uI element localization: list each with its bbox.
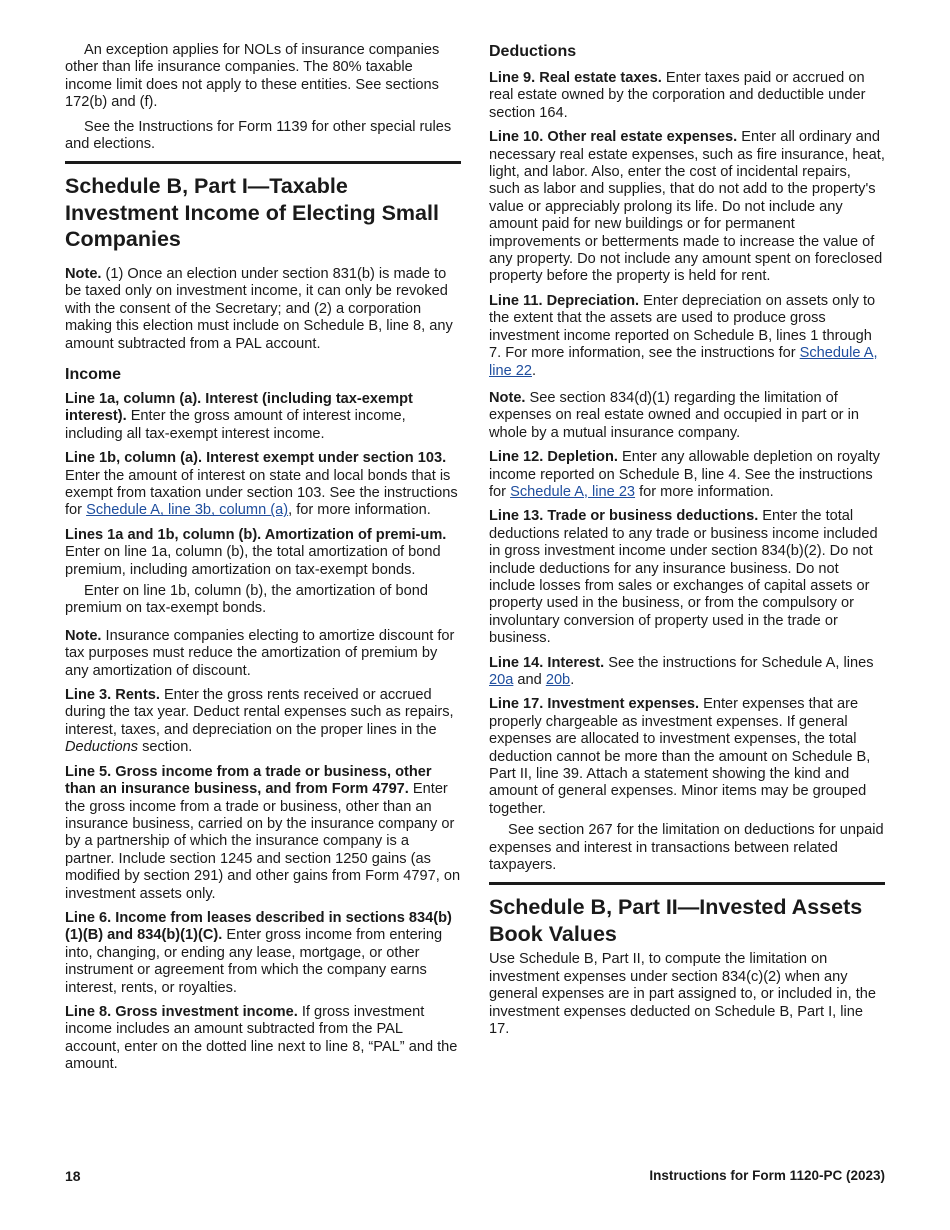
nol-paragraph-1: An exception applies for NOLs of insurance companies other than life insurance companies. The 80% taxable income limit does not apply to these entities. See sections 172(b) and (f). — [65, 42, 440, 111]
page-number: 18 — [65, 1168, 81, 1184]
line-8-text: If gross investment income includes an amount subtracted from the PAL account, enter on the dotted line next to line 8, “PAL” and the amount. — [65, 1003, 458, 1073]
note-text: (1) Once an election under section 831(b) is made to be taxed only on investment income, it can only be revoked with the consent of the Secretary; and (2) a corporation making this election must include on Schedule B, line 8, any amount subtracted from a PAL account. — [65, 265, 453, 352]
line-14-paragraph — [489, 655, 885, 690]
note-text: Insurance companies electing to amortize discount for tax purposes must reduce the amortization of premium by any amortization of discount. — [65, 627, 455, 679]
line-11-label: Line 11. Depreciation. — [489, 292, 640, 309]
line-8-label: Line 8. Gross investment income. — [65, 1003, 298, 1020]
line-6-label: Line 6. Income from leases described in sections 834(b)(1)(B) and 834(b)(1)(C). — [65, 909, 452, 944]
part2-heading: Schedule B, Part II—Invested Assets Book Values — [489, 895, 863, 946]
line-1b-text-end: , for more information. — [288, 502, 431, 519]
amortization-label: Lines 1a and 1b, column (b). Amortization of premi-um. — [65, 526, 447, 543]
line-12-paragraph — [489, 449, 885, 501]
document-title: Instructions for Form 1120-PC (2023) — [649, 1168, 885, 1183]
note-label: Note. — [65, 265, 102, 282]
line-1b-text: Enter the amount of interest on state and local bonds that is exempt from taxation under section 103. See the instructions for — [65, 467, 458, 519]
line-9-paragraph — [489, 70, 885, 122]
link-schedule-a-line-3b[interactable]: Schedule A, line 3b, column (a) — [86, 502, 289, 519]
line-3-text: Enter the gross rents received or accrued during the tax year. Deduct rental expenses such as repairs, interest, taxes, and depreciation on the proper lines in the — [65, 687, 454, 738]
line-14-end: . — [570, 672, 575, 688]
line-3-label: Line 3. Rents. — [65, 687, 160, 704]
line-14-text: See the instructions for Schedule A, lines — [604, 654, 874, 671]
line-8-paragraph — [65, 1004, 461, 1074]
line-9-label: Line 9. Real estate taxes. — [489, 70, 662, 86]
line-14-and: and — [513, 672, 546, 688]
line-13-paragraph — [489, 508, 885, 647]
line-17-label: Line 17. Investment expenses. — [489, 696, 700, 713]
line-6-paragraph — [65, 910, 461, 997]
link-schedule-a-line-23[interactable]: Schedule A, line 23 — [510, 483, 636, 500]
line-11-end: . — [532, 362, 537, 379]
line-12-label: Line 12. Depletion. — [489, 449, 618, 466]
line-5-text: Enter the gross income from a trade or business, other than an insurance business, carried on by the insurance company or by a partnership of which the insurance company is a partner. Include section 1245 and section 1250 gains (as modified by section 291) and other gains from Form 4797, on investment assets only. — [65, 781, 461, 902]
line-1b-label: Line 1b, column (a). Interest exempt under section 103. — [65, 450, 447, 467]
nol-paragraph-2: See the Instructions for Form 1139 for other special rules and elections. — [65, 118, 452, 153]
line-3-paragraph — [65, 687, 461, 757]
note-election — [65, 266, 461, 353]
left-column — [65, 42, 461, 1081]
line-5-label: Line 5. Gross income from a trade or business, other than an insurance business, and from Form 4797. — [65, 763, 432, 798]
line-10-label: Line 10. Other real estate expenses. — [489, 129, 738, 146]
line-1a-text: Enter the gross amount of interest income, including all tax-exempt interest income. — [65, 408, 406, 442]
line-12-text-end: for more information. — [635, 483, 774, 500]
line-17-text: Enter expenses that are properly chargeable as investment expenses. If general expenses are allocated to investment expenses, the total deduction cannot be more than the amount on Schedule B, Part II, line 39. Attach a statement showing the kind and amount of general expenses. Minor items may be grouped together. — [489, 696, 871, 817]
income-heading: Income — [65, 365, 122, 383]
line-17-paragraph — [489, 696, 885, 818]
part1-heading: Schedule B, Part I—Taxable Investment Income of Electing Small Companies — [65, 174, 439, 252]
note-label: Note. — [489, 389, 526, 406]
deductions-italic: Deductions — [65, 739, 139, 756]
part2-paragraph: Use Schedule B, Part II, to compute the limitation on investment expenses under section 834(c)(2) when any general expenses are in part assigned to, or included in, the investment expenses deducted on Schedule B, Part I, line 17. — [489, 951, 876, 1038]
note-text: See section 834(d)(1) regarding the limitation of expenses on real estate owned and occupied in part or in whole by a mutual insurance company. — [489, 389, 859, 441]
line-11-paragraph — [489, 293, 885, 380]
line-13-label: Line 13. Trade or business deductions. — [489, 508, 759, 525]
line-13-text: Enter the total deductions related to any trade or business income included in gross investment income under section 834(b)(2). Do not include deductions for any insurance business. Do not include losses from sales or exchanges of capital assets or property used in the business, or from the compulsory or involuntary conversion of property used in the trade or business. — [489, 508, 878, 647]
line-10-text: Enter all ordinary and necessary real estate expenses, such as fire insurance, heat, light, and labor. Also, enter the cost of incidental repairs, such as labor and supplies, that do not add to the property's value or appreciably prolong its life. Do not include any amount paid for new buildings or for permanent improvements or betterments made to increase the value of any property. Do not include any amount spent on foreclosed property before the property is held for rent. — [489, 129, 885, 285]
link-schedule-a-line-22[interactable]: Schedule A, line 22 — [489, 345, 878, 379]
link-line-20b[interactable]: 20b — [545, 672, 571, 688]
line-9-text: Enter taxes paid or accrued on real estate owned by the corporation and deductible under section 164. — [489, 70, 866, 121]
note-discount — [65, 628, 461, 680]
line-10-paragraph — [489, 129, 885, 286]
section-rule — [65, 161, 461, 164]
amortization-paragraph-2: Enter on line 1b, column (b), the amortization of bond premium on tax-exempt bonds. — [65, 583, 428, 617]
amortization-text: Enter on line 1a, column (b), the total amortization of bond premium, including amortization on tax-exempt bonds. — [65, 544, 441, 578]
deductions-heading: Deductions — [489, 43, 577, 60]
line-11-text: Enter depreciation on assets only to the extent that the assets are used to produce gross investment income reported on Schedule B, lines 1 through 7. For more information, see the instructions for — [489, 292, 876, 362]
line-1a-paragraph — [65, 391, 461, 443]
note-label: Note. — [65, 627, 102, 644]
line-6-text: Enter gross income from entering into, changing, or ending any lease, mortgage, or other instrument or agreement from which the company earns interest, rents, or royalties. — [65, 927, 443, 996]
line-1b-paragraph — [65, 450, 461, 520]
line-1a-label: Line 1a, column (a). Interest (including tax-exempt interest). — [65, 390, 413, 425]
section-rule — [489, 882, 885, 885]
amortization-paragraph — [65, 527, 461, 579]
line-3-text-end: section. — [138, 739, 193, 756]
line-17-paragraph-2: See section 267 for the limitation on deductions for unpaid expenses and interest in transactions between related taxpayers. — [489, 822, 884, 874]
line-12-text: Enter any allowable depletion on royalty income reported on Schedule B, line 4. See the instructions for — [489, 449, 880, 500]
line-14-label: Line 14. Interest. — [489, 654, 605, 671]
note-depreciation — [489, 390, 885, 442]
link-line-20a[interactable]: 20a — [489, 672, 514, 688]
line-5-paragraph — [65, 764, 461, 903]
right-column — [489, 42, 885, 1046]
